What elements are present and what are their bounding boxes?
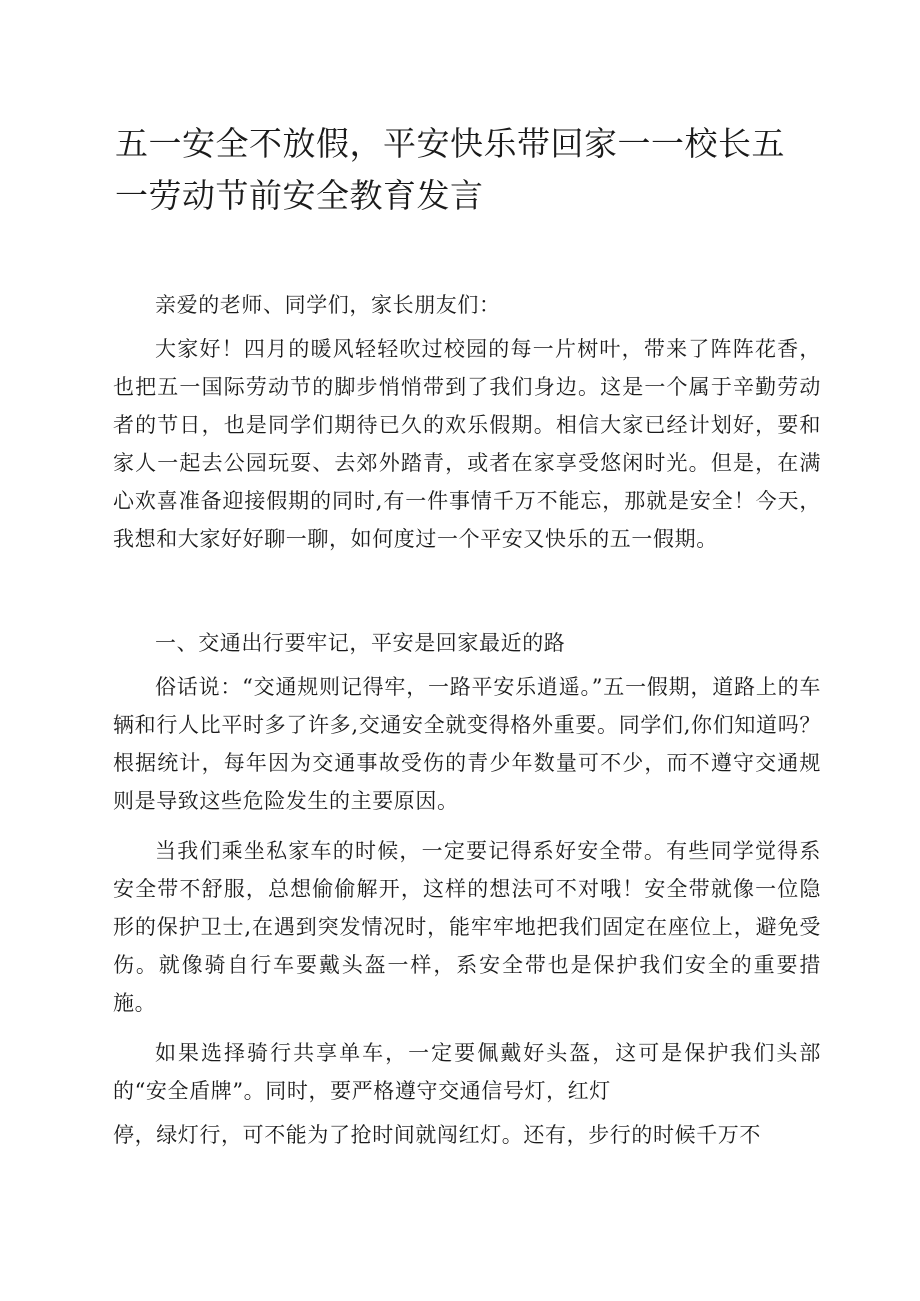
document-title: 五一安全不放假，平安快乐带回家一一校长五一劳动节前安全教育发言 <box>115 124 785 215</box>
paragraph-traffic-rules: 俗话说：“交通规则记得牢，一路平安乐逍遥。”五一假期，道路上的车辆和行人比平时多了许多,交通安全就变得格外重要。同学们,你们知道吗？根据统计，每年因为交通事故受伤的青少年数量可不少，而不遵守交通规则是导致这些危险发生的主要原因。 <box>113 675 821 813</box>
paragraph-intro: 大家好！四月的暖风轻轻吹过校园的每一片树叶，带来了阵阵花香，也把五一国际劳动节的脚步悄悄带到了我们身边。这是一个属于辛勤劳动者的节日，也是同学们期待已久的欢乐假期。相信大家已经计划好，要和家人一起去公园玩耍、去郊外踏青，或者在家享受悠闲时光。但是，在满心欢喜准备迎接假期的同时,有一件事情千万不能忘，那就是安全！今天，我想和大家好好聊一聊，如何度过一个平安又快乐的五一假期。 <box>113 337 821 551</box>
section-heading-traffic: 一、交通出行要牢记，平安是回家最近的路 <box>155 631 566 655</box>
salutation: 亲爱的老师、同学们，家长朋友们： <box>155 293 501 317</box>
paragraph-seatbelt: 当我们乘坐私家车的时候，一定要记得系好安全带。有些同学觉得系安全带不舒服，总想偷偷解开，这样的想法可不对哦！安全带就像一位隐形的保护卫士,在遇到突发情况时，能牢牢地把我们固定在座位上，避免受伤。就像骑自行车要戴头盔一样，系安全带也是保护我们安全的重要措施。 <box>113 839 821 1015</box>
paragraph-bike-helmet-continued: 停，绿灯行，可不能为了抢时间就闯红灯。还有，步行的时候千万不 <box>113 1123 761 1147</box>
paragraph-bike-helmet: 如果选择骑行共享单车，一定要佩戴好头盔，这可是保护我们头部的“安全盾牌”。同时，要严格遵守交通信号灯，红灯 <box>113 1041 821 1103</box>
